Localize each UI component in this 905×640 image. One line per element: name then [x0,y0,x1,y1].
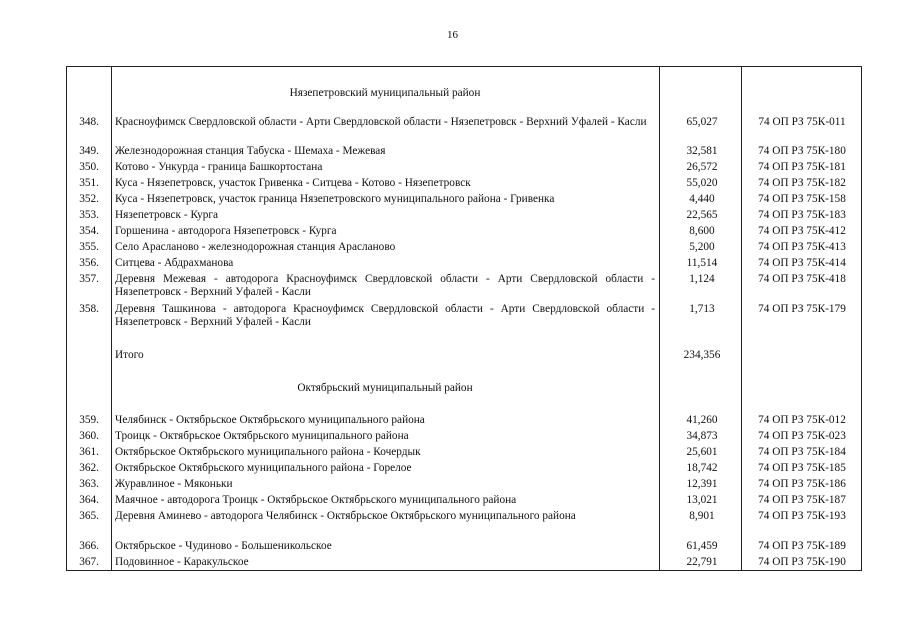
road-code: 74 ОП РЗ 75К-182 [758,177,846,189]
road-code: 74 ОП РЗ 75К-011 [758,116,846,128]
road-length: 61,459 [686,540,718,552]
road-length: 1,713 [689,303,715,315]
road-name: Куса - Нязепетровск, участок граница Нязепетровского муниципального района - Гривенка [115,193,555,205]
row-number: 367. [79,556,99,568]
road-name: Село Арасланово - железнодорожная станция Арасланово [115,241,396,253]
column-divider [659,67,660,571]
road-name: Маячное - автодорога Троицк - Октябрьское Октябрьского муниципального района [115,494,517,506]
road-length: 25,601 [686,446,718,458]
section-title: Нязепетровский муниципальный район [289,87,481,99]
total-label: Итого [115,349,144,361]
roads-table [66,66,862,570]
road-name: Горшенина - автодорога Нязепетровск - Курга [115,225,337,237]
column-divider [111,67,112,571]
road-code: 74 ОП РЗ 75К-186 [758,478,846,490]
road-length: 65,027 [686,116,718,128]
road-length: 8,600 [689,225,715,237]
road-length: 8,901 [689,510,715,522]
road-length: 22,565 [686,209,718,221]
road-code: 74 ОП РЗ 75К-413 [758,241,846,253]
row-number: 363. [79,478,99,490]
row-number: 355. [79,241,99,253]
road-code: 74 ОП РЗ 75К-179 [758,303,846,315]
row-number: 366. [79,540,99,552]
road-length: 5,200 [689,241,715,253]
road-code: 74 ОП РЗ 75К-414 [758,257,846,269]
road-code: 74 ОП РЗ 75К-189 [758,540,846,552]
road-code: 74 ОП РЗ 75К-187 [758,494,846,506]
road-length: 12,391 [686,478,718,490]
road-name: Октябрьское Октябрьского муниципального района - Горелое [115,462,412,474]
row-number: 360. [79,430,99,442]
row-number: 358. [79,303,99,315]
road-name: Нязепетровск - Курга [115,209,219,221]
row-number: 357. [79,273,99,285]
road-code: 74 ОП РЗ 75К-012 [758,414,846,426]
road-name: Деревня Межевая - автодорога Красноуфимск Свердловской области - Арти Свердловской области - Нязепетровск - Верхний Уфалей - Касли [115,273,655,298]
row-number: 350. [79,161,99,173]
road-code: 74 ОП РЗ 75К-180 [758,145,846,157]
road-name: Деревня Ташкинова - автодорога Красноуфимск Свердловской области - Арти Свердловской области - Нязепетровск - Верхний Уфалей - Касли [115,303,655,328]
road-name: Железнодорожная станция Табуска - Шемаха - Межевая [115,145,386,157]
row-number: 362. [79,462,99,474]
row-number: 351. [79,177,99,189]
road-name: Челябинск - Октябрьское Октябрьского муниципального района [115,414,425,426]
road-name: Куса - Нязепетровск, участок Гривенка - Ситцева - Котово - Нязепетровск [115,177,471,189]
road-length: 13,021 [686,494,718,506]
road-code: 74 ОП РЗ 75К-023 [758,430,846,442]
row-number: 352. [79,193,99,205]
road-name: Октябрьское - Чудиново - Большеникольское [115,540,332,552]
road-code: 74 ОП РЗ 75К-418 [758,273,846,285]
road-length: 22,791 [686,556,718,568]
road-code: 74 ОП РЗ 75К-193 [758,510,846,522]
road-length: 11,514 [686,257,718,269]
road-length: 34,873 [686,430,718,442]
road-length: 32,581 [686,145,718,157]
road-name: Деревня Аминево - автодорога Челябинск - Октябрьское Октябрьского муниципального района [115,510,576,522]
total-value: 234,356 [683,349,721,361]
road-length: 4,440 [689,193,715,205]
road-length: 26,572 [686,161,718,173]
road-code: 74 ОП РЗ 75К-412 [758,225,846,237]
row-number: 354. [79,225,99,237]
road-name: Котово - Ункурда - граница Башкортостана [115,161,323,173]
road-code: 74 ОП РЗ 75К-181 [758,161,846,173]
road-code: 74 ОП РЗ 75К-185 [758,462,846,474]
row-number: 365. [79,510,99,522]
row-number: 361. [79,446,99,458]
road-length: 55,020 [686,177,718,189]
road-code: 74 ОП РЗ 75К-190 [758,556,846,568]
road-code: 74 ОП РЗ 75К-183 [758,209,846,221]
road-name: Ситцева - Абдрахманова [115,257,234,269]
row-number: 356. [79,257,99,269]
row-number: 364. [79,494,99,506]
road-name: Троицк - Октябрьское Октябрьского муниципального района [115,430,409,442]
road-code: 74 ОП РЗ 75К-184 [758,446,846,458]
road-name: Журавлиное - Мяконьки [115,478,233,490]
road-length: 18,742 [686,462,718,474]
road-name: Октябрьское Октябрьского муниципального района - Кочердык [115,446,421,458]
road-name: Подовинное - Каракульское [115,556,249,568]
page-number: 16 [447,29,458,41]
road-code: 74 ОП РЗ 75К-158 [758,193,846,205]
row-number: 359. [79,414,99,426]
row-number: 353. [79,209,99,221]
road-length: 41,260 [686,414,718,426]
section-title: Октябрьский муниципальный район [297,382,473,394]
row-number: 348. [79,116,99,128]
road-name: Красноуфимск Свердловской области - Арти Свердловской области - Нязепетровск - Верхний Уфалей - Касли [115,116,647,128]
row-number: 349. [79,145,99,157]
road-length: 1,124 [689,273,715,285]
table-bottom-border [66,570,862,571]
